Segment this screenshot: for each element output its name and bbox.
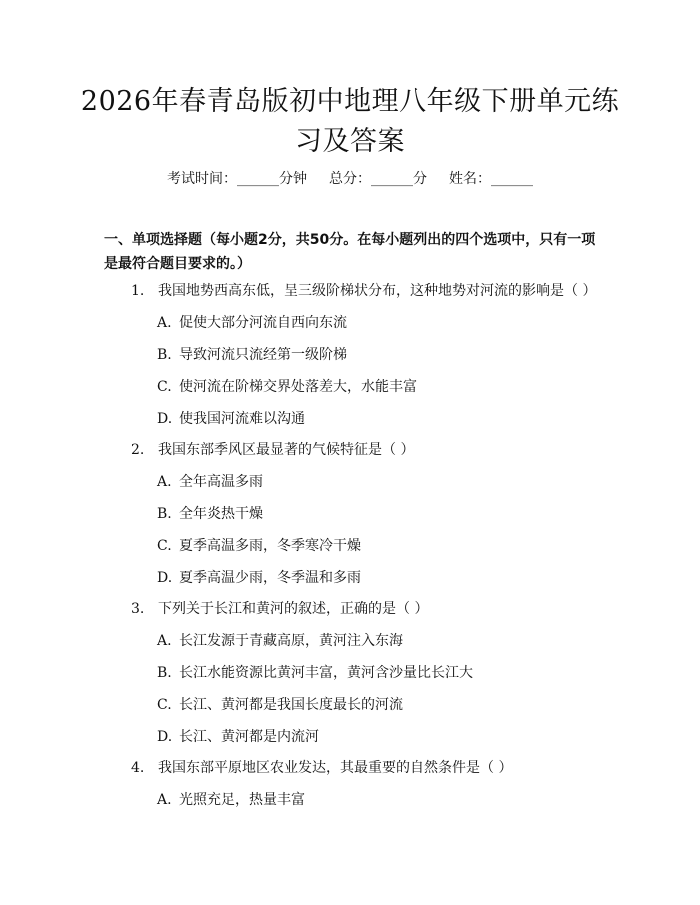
- question-number: 1.: [131, 283, 145, 299]
- question-number: 3.: [131, 601, 145, 617]
- question-text: 我国地势西高东低，呈三级阶梯状分布，这种地势对河流的影响是（ ）: [158, 283, 597, 299]
- question-text: 我国东部平原地区农业发达，其最重要的自然条件是（ ）: [158, 760, 513, 776]
- option-letter: B.: [157, 347, 172, 363]
- question-number: 2.: [131, 442, 145, 458]
- option-letter: A.: [157, 633, 172, 649]
- question-text: 我国东部季风区最显著的气候特征是（ ）: [158, 442, 415, 458]
- option-text: 使河流在阶梯交界处落差大，水能丰富: [179, 379, 417, 395]
- question-2-option-a: [157, 472, 263, 492]
- option-text: 长江、黄河都是内流河: [179, 729, 319, 745]
- question-number: 4.: [131, 760, 145, 776]
- question-3-option-a: [157, 631, 403, 651]
- option-text: 长江水能资源比黄河丰富，黄河含沙量比长江大: [179, 665, 473, 681]
- option-letter: C.: [157, 538, 172, 554]
- total-score: 总分：______分: [329, 171, 427, 187]
- question-3-option-b: [157, 663, 473, 683]
- option-letter: C.: [157, 379, 172, 395]
- question-1-option-d: [157, 409, 305, 429]
- option-letter: D.: [157, 570, 173, 586]
- question-1-option-b: [157, 345, 347, 365]
- question-2: [131, 440, 414, 460]
- question-1-option-c: [157, 377, 417, 397]
- question-4-option-a: [157, 790, 305, 810]
- question-3-option-d: [157, 727, 319, 747]
- option-text: 长江、黄河都是我国长度最长的河流: [179, 697, 403, 713]
- option-letter: D.: [157, 729, 173, 745]
- option-text: 全年高温多雨: [179, 474, 263, 490]
- option-letter: B.: [157, 665, 172, 681]
- question-3: [131, 599, 428, 619]
- exam-time: 考试时间：______分钟: [167, 171, 307, 187]
- exam-info-row: [0, 168, 700, 188]
- option-text: 夏季高温多雨，冬季寒冷干燥: [179, 538, 361, 554]
- option-text: 全年炎热干燥: [179, 506, 263, 522]
- question-text: 下列关于长江和黄河的叙述，正确的是（ ）: [158, 601, 429, 617]
- option-letter: A.: [157, 792, 172, 808]
- option-letter: A.: [157, 315, 172, 331]
- option-letter: C.: [157, 697, 172, 713]
- question-2-option-b: [157, 504, 263, 524]
- option-text: 促使大部分河流自西向东流: [179, 315, 347, 331]
- question-1-option-a: [157, 313, 347, 333]
- option-text: 夏季高温少雨，冬季温和多雨: [179, 570, 361, 586]
- option-letter: A.: [157, 474, 172, 490]
- page-title: 2026年春青岛版初中地理八年级下册单元练习及答案: [80, 86, 620, 157]
- option-text: 使我国河流难以沟通: [179, 411, 305, 427]
- option-text: 长江发源于青藏高原，黄河注入东海: [179, 633, 403, 649]
- option-letter: B.: [157, 506, 172, 522]
- question-2-option-d: [157, 568, 361, 588]
- option-letter: D.: [157, 411, 173, 427]
- section-heading: 一、单项选择题（每小题2分，共50分。在每小题列出的四个选项中，只有一项是最符合题目要求的。）: [104, 232, 596, 272]
- option-text: 导致河流只流经第一级阶梯: [179, 347, 347, 363]
- question-2-option-c: [157, 536, 361, 556]
- question-4: [131, 758, 512, 778]
- question-1: [131, 281, 596, 301]
- question-3-option-c: [157, 695, 403, 715]
- student-name: 姓名：______: [449, 171, 533, 187]
- option-text: 光照充足，热量丰富: [179, 792, 305, 808]
